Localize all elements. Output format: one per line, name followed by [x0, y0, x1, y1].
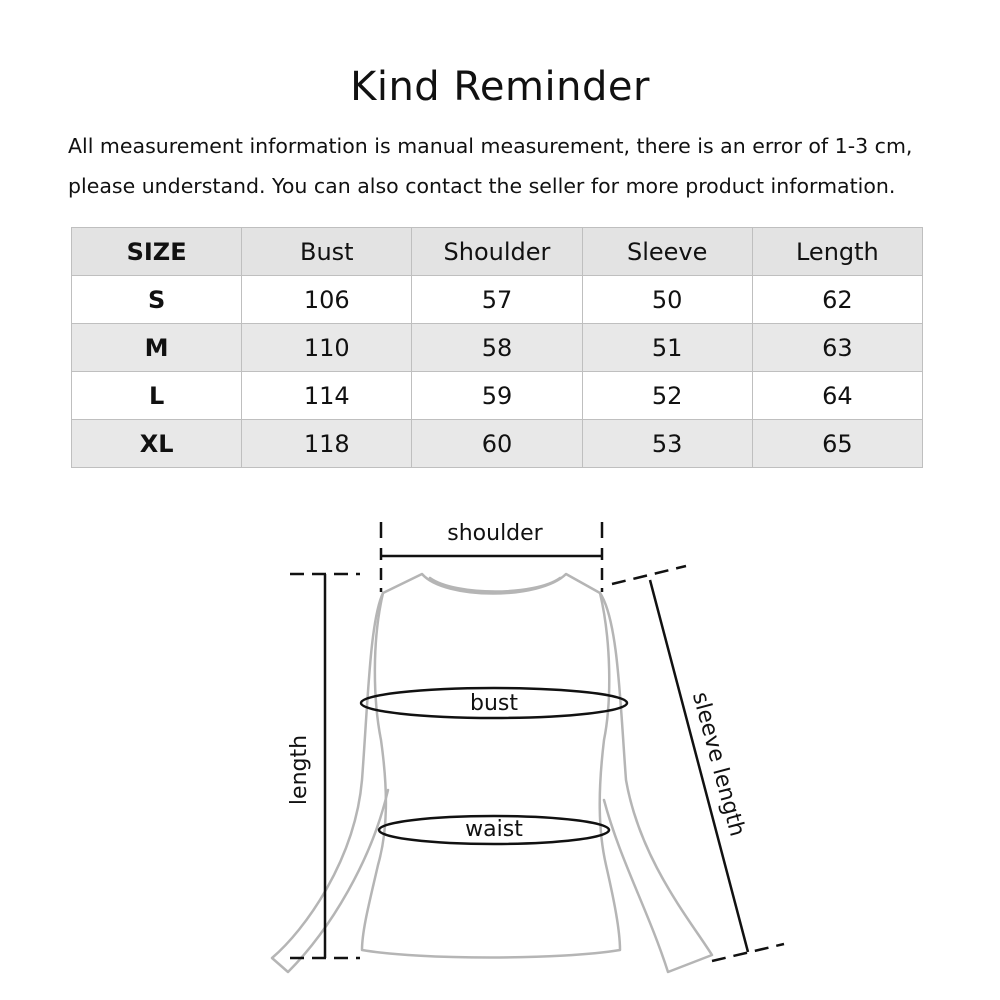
- bust-cell: 110: [242, 324, 412, 372]
- shoulder-cell: 59: [412, 372, 582, 420]
- sleeve-cell: 52: [582, 372, 752, 420]
- page-title: Kind Reminder: [350, 64, 650, 110]
- shoulder-cell: 57: [412, 276, 582, 324]
- header-size: SIZE: [72, 228, 242, 276]
- size-cell: L: [72, 372, 242, 420]
- length-cell: 65: [752, 420, 922, 468]
- header-length: Length: [752, 228, 922, 276]
- size-cell: XL: [72, 420, 242, 468]
- bust-label: bust: [470, 691, 518, 716]
- sleeve-cell: 51: [582, 324, 752, 372]
- bust-cell: 114: [242, 372, 412, 420]
- shoulder-cell: 60: [412, 420, 582, 468]
- notice-line-1: All measurement information is manual measurement, there is an error of 1-3 cm,: [68, 134, 913, 158]
- header-sleeve: Sleeve: [582, 228, 752, 276]
- length-cell: 62: [752, 276, 922, 324]
- size-cell: S: [72, 276, 242, 324]
- header-bust: Bust: [242, 228, 412, 276]
- size-cell: M: [72, 324, 242, 372]
- sleeve-length-label: sleeve length: [687, 689, 750, 840]
- length-cell: 64: [752, 372, 922, 420]
- shoulder-label: shoulder: [447, 521, 543, 546]
- shoulder-cell: 58: [412, 324, 582, 372]
- sleeve-cell: 53: [582, 420, 752, 468]
- shirt-outline: [272, 574, 712, 972]
- waist-label: waist: [465, 817, 523, 842]
- bust-cell: 118: [242, 420, 412, 468]
- length-label: length: [287, 734, 312, 806]
- bust-cell: 106: [242, 276, 412, 324]
- sleeve-length-dimension: [612, 566, 784, 961]
- header-shoulder: Shoulder: [412, 228, 582, 276]
- sleeve-cell: 50: [582, 276, 752, 324]
- notice-line-2: please understand. You can also contact the seller for more product information.: [68, 174, 896, 198]
- length-cell: 63: [752, 324, 922, 372]
